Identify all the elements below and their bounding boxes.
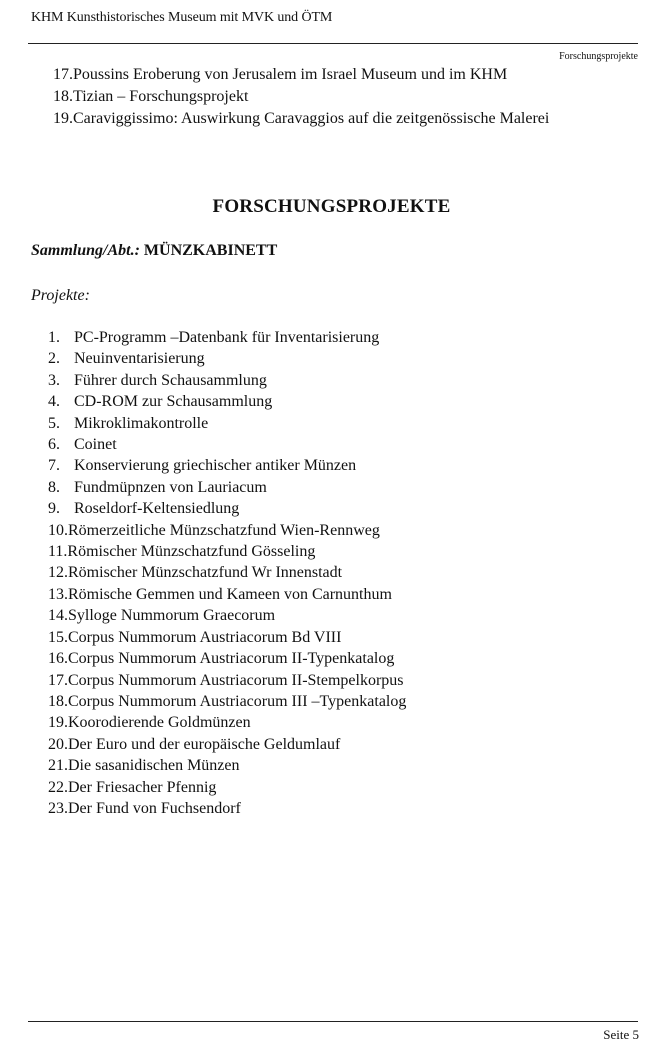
list-item [48, 670, 406, 691]
item-number: 15. [48, 628, 68, 646]
previous-projects-list [53, 64, 549, 130]
item-text: Römerzeitliche Münzschatzfund Wien-Rennweg [68, 521, 380, 539]
item-text: Fundmüpnzen von Lauriacum [74, 478, 267, 496]
list-item [48, 455, 406, 476]
item-number: 17. [53, 66, 73, 83]
item-number: 8. [48, 478, 60, 496]
item-number: 7. [48, 457, 60, 475]
item-text: Römische Gemmen und Kameen von Carnunthum [68, 585, 392, 603]
section-tag: Forschungsprojekte [559, 51, 638, 62]
list-item [53, 86, 549, 108]
item-text: Römischer Münzschatzfund Gösseling [67, 543, 316, 561]
item-number: 2. [48, 350, 60, 368]
item-text: Poussins Eroberung von Jerusalem im Israel Museum und im KHM [73, 66, 508, 83]
collection-line [31, 242, 277, 260]
item-text: Tizian – Forschungsprojekt [73, 88, 249, 105]
list-item [48, 413, 406, 434]
list-item [48, 348, 406, 369]
item-number: 19. [53, 110, 73, 127]
item-number: 23. [48, 799, 68, 817]
item-number: 17. [48, 671, 68, 689]
item-number: 20. [48, 735, 68, 753]
page-number: Seite 5 [603, 1027, 639, 1042]
item-text: PC-Programm –Datenbank für Inventarisierung [74, 329, 380, 346]
list-item [48, 541, 406, 562]
list-item [48, 562, 406, 583]
item-number: 6. [48, 436, 60, 454]
projects-list [48, 327, 406, 819]
item-text: Corpus Nummorum Austriacorum II-Typenkatalog [68, 650, 395, 668]
item-number: 12. [48, 564, 68, 582]
item-text: Der Fund von Fuchsendorf [68, 799, 241, 817]
item-number: 11. [48, 543, 68, 561]
footer-rule [28, 1021, 638, 1022]
list-item [48, 327, 406, 348]
item-text: Der Euro und der europäische Geldumlauf [68, 735, 341, 753]
list-item [48, 755, 406, 776]
item-number: 21. [48, 757, 68, 775]
list-item [48, 584, 406, 605]
projects-label: Projekte: [31, 287, 90, 304]
page-title: FORSCHUNGSPROJEKTE [212, 196, 451, 217]
item-number: 14. [48, 607, 68, 625]
list-item [48, 712, 406, 733]
collection-value: MÜNZKABINETT [143, 242, 278, 259]
list-item [48, 777, 406, 798]
list-item [48, 498, 406, 519]
list-item [48, 477, 406, 498]
item-number: 19. [48, 714, 68, 732]
item-text: Führer durch Schausammlung [74, 371, 267, 389]
item-text: Roseldorf-Keltensiedlung [74, 500, 240, 518]
list-item [48, 798, 406, 819]
list-item [53, 64, 549, 86]
list-item [48, 734, 406, 755]
item-text: Römischer Münzschatzfund Wr Innenstadt [68, 564, 343, 582]
item-number: 10. [48, 521, 68, 539]
item-text: Neuinventarisierung [74, 350, 205, 368]
list-item [48, 627, 406, 648]
list-item [48, 520, 406, 541]
item-text: Koorodierende Goldmünzen [68, 714, 251, 732]
list-item [48, 691, 406, 712]
item-number: 1. [48, 329, 60, 346]
list-item [48, 648, 406, 669]
item-number: 13. [48, 585, 68, 603]
item-text: CD-ROM zur Schausammlung [74, 393, 273, 411]
item-number: 4. [48, 393, 60, 411]
item-text: Sylloge Nummorum Graecorum [68, 607, 276, 625]
item-text: Caraviggissimo: Auswirkung Caravaggios auf die zeitgenössische Malerei [73, 110, 550, 127]
collection-label: Sammlung/Abt.: [31, 242, 140, 259]
list-item [48, 391, 406, 412]
item-text: Corpus Nummorum Austriacorum Bd VIII [68, 628, 342, 646]
item-text: Corpus Nummorum Austriacorum III –Typenkatalog [68, 692, 407, 710]
item-text: Konservierung griechischer antiker Münzen [74, 457, 357, 475]
item-text: Coinet [74, 436, 117, 454]
page-header-title: KHM Kunsthistorisches Museum mit MVK und ÖTM [31, 10, 333, 25]
item-number: 18. [53, 88, 73, 105]
item-number: 22. [48, 778, 68, 796]
list-item [48, 434, 406, 455]
list-item [48, 370, 406, 391]
list-item [48, 605, 406, 626]
item-number: 18. [48, 692, 68, 710]
item-text: Mikroklimakontrolle [74, 414, 209, 432]
item-number: 3. [48, 371, 60, 389]
header-rule [28, 43, 638, 44]
item-text: Der Friesacher Pfennig [68, 778, 217, 796]
item-number: 9. [48, 500, 60, 518]
item-text: Corpus Nummorum Austriacorum II-Stempelkorpus [68, 671, 404, 689]
item-text: Die sasanidischen Münzen [68, 757, 240, 775]
item-number: 16. [48, 650, 68, 668]
item-number: 5. [48, 414, 60, 432]
list-item [53, 108, 549, 130]
